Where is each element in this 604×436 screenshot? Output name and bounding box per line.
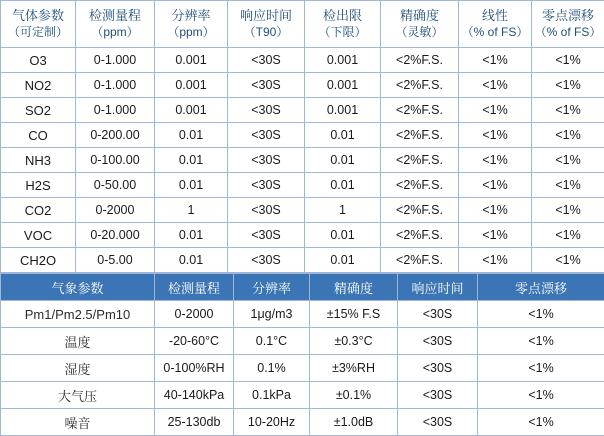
gas-cell: <1% [532,248,604,273]
weather-cell: 0-2000 [155,301,234,328]
gas-cell: 0.01 [155,173,228,198]
table-row [1,73,604,98]
weather-cell: 1μg/m3 [234,301,310,328]
gas-header-6-line2: （% of FS） [459,24,531,41]
table-row [1,198,604,223]
weather-cell: 大气压 [1,382,155,409]
gas-cell: <2%F.S. [381,123,459,148]
table-row [1,48,604,73]
gas-header-3-line1: 响应时间 [228,7,304,24]
gas-cell: <1% [532,223,604,248]
gas-cell: 0-1.000 [76,73,155,98]
gas-cell: VOC [1,223,76,248]
weather-cell: ±0.1% [310,382,398,409]
gas-cell: NO2 [1,73,76,98]
gas-cell: 0-5.00 [76,248,155,273]
gas-header-4-line1: 检出限 [305,7,380,24]
gas-cell: <1% [532,48,604,73]
gas-cell: <30S [228,198,305,223]
gas-cell: 0.01 [155,223,228,248]
weather-cell: <1% [478,355,604,382]
gas-header-5-line2: （灵敏） [381,24,458,41]
weather-cell: <1% [478,301,604,328]
gas-header-cell-2 [155,1,228,48]
gas-header-0-line1: 气体参数 [1,7,75,24]
gas-header-2-line2: （ppm） [155,24,227,41]
weather-header-cell-1: 检测量程 [155,274,234,301]
gas-cell: <30S [228,173,305,198]
gas-cell: 0.01 [305,148,381,173]
gas-cell: <30S [228,223,305,248]
gas-cell: H2S [1,173,76,198]
gas-cell: <1% [459,98,532,123]
gas-cell: 0.01 [155,123,228,148]
weather-header-cell-3: 精确度 [310,274,398,301]
gas-cell: 0.001 [305,98,381,123]
gas-cell: <1% [459,248,532,273]
weather-cell: ±0.3°C [310,328,398,355]
weather-cell: Pm1/Pm2.5/Pm10 [1,301,155,328]
table-row [1,382,604,409]
weather-cell: ±15% F.S [310,301,398,328]
gas-header-cell-1 [76,1,155,48]
gas-cell: 0-1.000 [76,48,155,73]
weather-table-body [1,301,604,436]
gas-cell: 0.001 [155,48,228,73]
weather-header-cell-4: 响应时间 [398,274,478,301]
gas-cell: <2%F.S. [381,148,459,173]
gas-cell: <30S [228,148,305,173]
table-row [1,123,604,148]
gas-cell: <1% [532,198,604,223]
weather-cell: <30S [398,409,478,436]
gas-cell: 0.001 [155,98,228,123]
gas-cell: 0.01 [305,173,381,198]
gas-cell: 0.01 [155,248,228,273]
gas-cell: 0.01 [155,148,228,173]
weather-cell: 40-140kPa [155,382,234,409]
gas-header-3-line2: （T90） [228,24,304,41]
table-row [1,301,604,328]
gas-cell: <2%F.S. [381,73,459,98]
gas-cell: <30S [228,123,305,148]
gas-cell: <1% [459,173,532,198]
weather-table-header-row [1,274,604,301]
gas-header-4-line2: （下限） [305,24,380,41]
gas-cell: <2%F.S. [381,48,459,73]
gas-cell: <30S [228,73,305,98]
weather-cell: <1% [478,409,604,436]
gas-cell: 0.01 [305,123,381,148]
table-row [1,148,604,173]
weather-cell: 0.1kPa [234,382,310,409]
weather-cell: ±3%RH [310,355,398,382]
table-row [1,328,604,355]
gas-cell: <2%F.S. [381,198,459,223]
weather-header-cell-2: 分辨率 [234,274,310,301]
weather-cell: ±1.0dB [310,409,398,436]
weather-cell: 噪音 [1,409,155,436]
gas-cell: NH3 [1,148,76,173]
weather-cell: <1% [478,328,604,355]
gas-header-1-line2: （ppm） [76,24,154,41]
gas-cell: <1% [459,123,532,148]
gas-cell: <1% [459,148,532,173]
weather-cell: 10-20Hz [234,409,310,436]
gas-header-cell-6 [459,1,532,48]
gas-cell: <30S [228,48,305,73]
table-row [1,248,604,273]
gas-cell: <1% [532,73,604,98]
gas-cell: 0.001 [305,73,381,98]
gas-cell: O3 [1,48,76,73]
gas-cell: CH2O [1,248,76,273]
weather-cell: 0.1% [234,355,310,382]
gas-table-header-row [1,1,604,48]
gas-cell: 0.01 [305,223,381,248]
gas-cell: <1% [459,223,532,248]
gas-header-1-line1: 检测量程 [76,7,154,24]
gas-cell: 0-200.00 [76,123,155,148]
gas-cell: CO [1,123,76,148]
gas-cell: 0-2000 [76,198,155,223]
gas-header-6-line1: 线性 [459,7,531,24]
weather-cell: <30S [398,301,478,328]
gas-cell: <1% [459,48,532,73]
gas-cell: <1% [532,148,604,173]
weather-cell: <1% [478,382,604,409]
gas-cell: 0-1.000 [76,98,155,123]
gas-cell: <2%F.S. [381,223,459,248]
gas-cell: 0-100.00 [76,148,155,173]
weather-cell: <30S [398,355,478,382]
gas-cell: 0-50.00 [76,173,155,198]
gas-cell: 0-20.000 [76,223,155,248]
gas-cell: <1% [459,73,532,98]
gas-cell: <30S [228,248,305,273]
gas-cell: SO2 [1,98,76,123]
gas-header-0-line2: （可定制） [1,24,75,41]
table-row [1,98,604,123]
weather-cell: 25-130db [155,409,234,436]
gas-header-cell-3 [228,1,305,48]
gas-header-7-line1: 零点漂移 [532,7,604,24]
table-row [1,223,604,248]
gas-cell: <2%F.S. [381,173,459,198]
weather-cell: 0.1°C [234,328,310,355]
gas-header-5-line1: 精确度 [381,7,458,24]
weather-cell: <30S [398,328,478,355]
table-row [1,409,604,436]
gas-header-cell-0 [1,1,76,48]
weather-cell: 湿度 [1,355,155,382]
gas-cell: 0.01 [305,248,381,273]
gas-cell: 0.001 [155,73,228,98]
gas-cell: <1% [459,198,532,223]
gas-header-cell-4 [305,1,381,48]
gas-cell: 0.001 [305,48,381,73]
gas-cell: <1% [532,98,604,123]
gas-cell: <1% [532,173,604,198]
gas-header-cell-5 [381,1,459,48]
gas-header-cell-7 [532,1,604,48]
weather-parameters-table [0,273,604,436]
gas-cell: <1% [532,123,604,148]
gas-header-2-line1: 分辨率 [155,7,227,24]
gas-cell: 1 [305,198,381,223]
gas-cell: <30S [228,98,305,123]
weather-cell: 温度 [1,328,155,355]
gas-cell: <2%F.S. [381,98,459,123]
gas-cell: 1 [155,198,228,223]
gas-cell: <2%F.S. [381,248,459,273]
table-row [1,355,604,382]
table-row [1,173,604,198]
weather-header-cell-0: 气象参数 [1,274,155,301]
gas-table-body [1,48,604,273]
weather-cell: 0-100%RH [155,355,234,382]
weather-cell: -20-60°C [155,328,234,355]
weather-cell: <30S [398,382,478,409]
gas-cell: CO2 [1,198,76,223]
weather-header-cell-5: 零点漂移 [478,274,604,301]
gas-header-7-line2: （% of FS） [532,24,604,41]
